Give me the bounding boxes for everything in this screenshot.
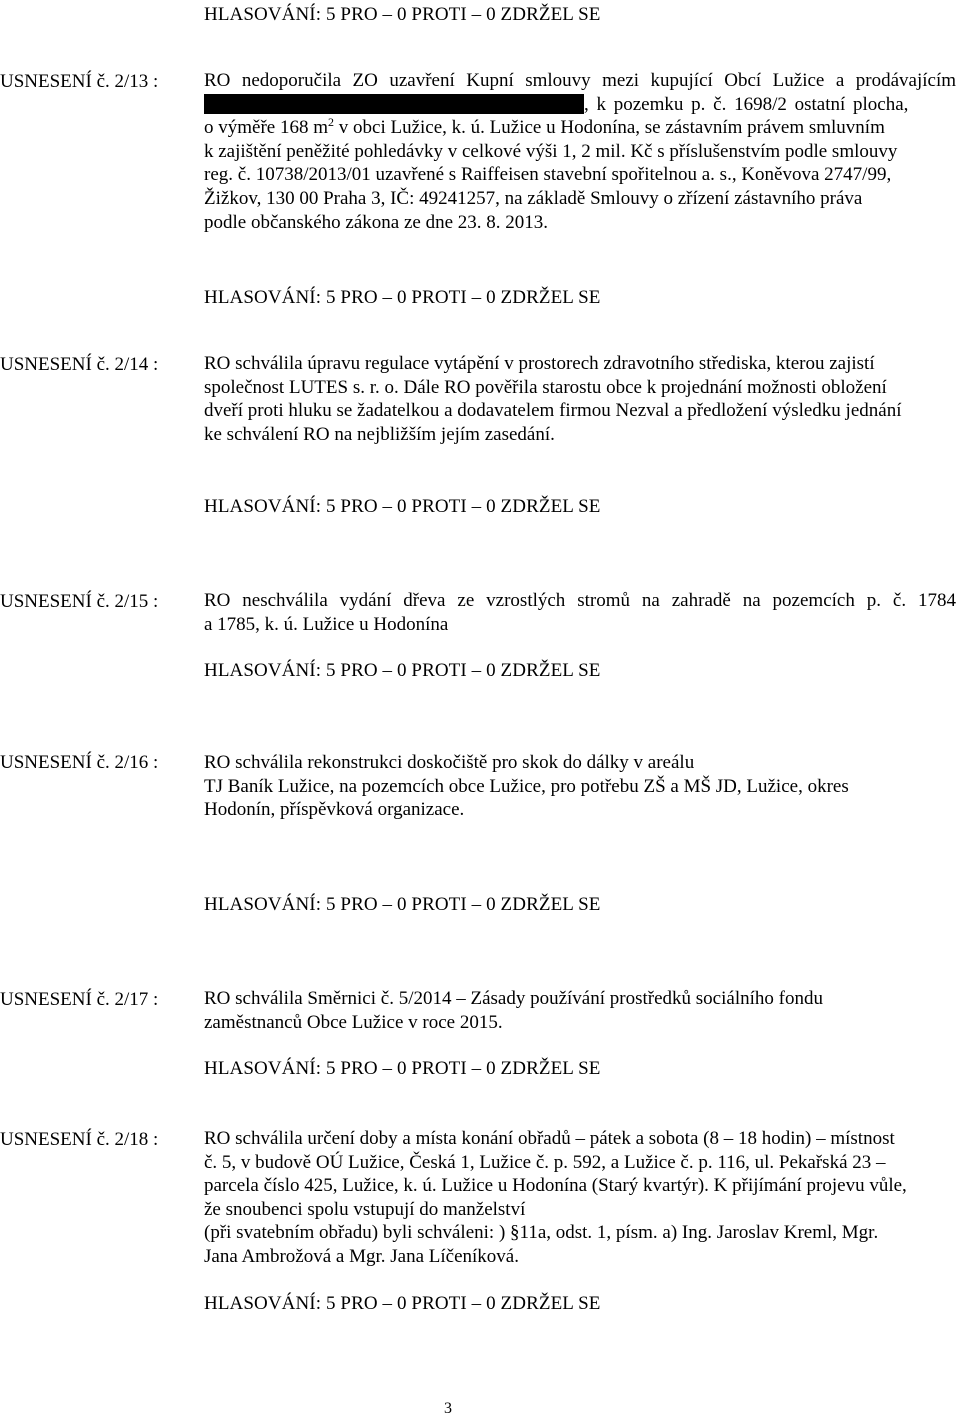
- vote-result-2-17: HLASOVÁNÍ: 5 PRO – 0 PROTI – 0 ZDRŽEL SE: [204, 1058, 601, 1079]
- resolution-line: že snoubenci spolu vstupují do manželství: [204, 1198, 526, 1220]
- resolution-text-2-16: [204, 751, 956, 822]
- resolution-label-2-18: USNESENÍ č. 2/18 :: [0, 1129, 159, 1150]
- resolution-line: TJ Baník Lužice, na pozemcích obce Lužice, pro potřebu ZŠ a MŠ JD, Lužice, okres: [204, 775, 849, 797]
- resolution-text-2-18: [204, 1127, 956, 1269]
- resolution-text-2-13: [204, 69, 956, 234]
- redaction-bar: [204, 94, 584, 114]
- resolution-label-2-16: USNESENÍ č. 2/16 :: [0, 752, 159, 773]
- resolution-line: RO schválila Směrnici č. 5/2014 – Zásady používání prostředků sociálního fondu: [204, 988, 823, 1009]
- resolution-line: podle občanského zákona ze dne 23. 8. 2013.: [204, 211, 549, 233]
- resolution-line: dveří proti hluku se žadatelkou a dodavatelem firmou Nezval a předložení výsledku jednání: [204, 400, 902, 422]
- resolution-line: společnost LUTES s. r. o. Dále RO pověřila starostu obce k projednání možnosti obložení: [204, 376, 887, 398]
- superscript: 2: [328, 115, 335, 130]
- resolution-line: parcela číslo 425, Lužice, k. ú. Lužice u Hodonína (Starý kvartýr). K přijímání projevu vůle,: [204, 1175, 907, 1197]
- resolution-line: o výměře 168 $m^2$ v obci Lužice, k. ú. Lužice u Hodonína, se zástavním právem smluvním: [204, 115, 885, 139]
- vote-result-2-16: HLASOVÁNÍ: 5 PRO – 0 PROTI – 0 ZDRŽEL SE: [204, 894, 601, 915]
- resolution-line: Jana Ambrožová a Mgr. Jana Líčeníková.: [204, 1245, 519, 1267]
- resolution-text-2-14: [204, 352, 956, 446]
- resolution-label-2-15: USNESENÍ č. 2/15 :: [0, 591, 159, 612]
- resolution-label-2-17: USNESENÍ č. 2/17 :: [0, 989, 159, 1010]
- resolution-line: , k pozemku p. č. 1698/2 ostatní plocha,: [204, 93, 956, 117]
- resolution-text-2-15: [204, 589, 956, 636]
- vote-result-2-15: HLASOVÁNÍ: 5 PRO – 0 PROTI – 0 ZDRŽEL SE: [204, 660, 601, 681]
- vote-result-2-14: HLASOVÁNÍ: 5 PRO – 0 PROTI – 0 ZDRŽEL SE: [204, 496, 601, 517]
- resolution-line: RO schválila určení doby a místa konání obřadů – pátek a sobota (8 – 18 hodin) – místnost: [204, 1128, 895, 1149]
- resolution-line: RO neschválila vydání dřeva ze vzrostlých stromů na zahradě na pozemcích p. č. 1784: [204, 590, 956, 611]
- resolution-line: (při svatebním obřadu) byli schváleni: ) §11a, odst. 1, písm. a) Ing. Jaroslav Kreml, Mgr.: [204, 1222, 879, 1244]
- resolution-label-2-13: USNESENÍ č. 2/13 :: [0, 71, 159, 92]
- vote-result-top: HLASOVÁNÍ: 5 PRO – 0 PROTI – 0 ZDRŽEL SE: [204, 4, 601, 25]
- resolution-label-2-14: USNESENÍ č. 2/14 :: [0, 354, 159, 375]
- vote-result-2-18: HLASOVÁNÍ: 5 PRO – 0 PROTI – 0 ZDRŽEL SE: [204, 1293, 601, 1314]
- resolution-line: a 1785, k. ú. Lužice u Hodonína: [204, 613, 449, 635]
- resolution-line: RO schválila rekonstrukci doskočiště pro skok do dálky v areálu: [204, 752, 695, 773]
- resolution-text-2-17: [204, 987, 956, 1034]
- resolution-line: RO nedoporučila ZO uzavření Kupní smlouvy mezi kupující Obcí Lužice a prodávajícím: [204, 70, 956, 91]
- resolution-line: reg. č. 10738/2013/01 uzavřené s Raiffeisen stavební spořitelnou a. s., Koněvova 2747/99,: [204, 164, 892, 186]
- resolution-line: RO schválila úpravu regulace vytápění v prostorech zdravotního střediska, kterou zajistí: [204, 353, 875, 374]
- page-number: 3: [444, 1400, 452, 1417]
- resolution-line: ke schválení RO na nejbližším jejím zasedání.: [204, 423, 555, 445]
- resolution-line: zaměstnanců Obce Lužice v roce 2015.: [204, 1011, 503, 1033]
- resolution-line: Žižkov, 130 00 Praha 3, IČ: 49241257, na základě Smlouvy o zřízení zástavního práva: [204, 187, 863, 209]
- resolution-line: č. 5, v budově OÚ Lužice, Česká 1, Lužice č. p. 592, a Lužice č. p. 116, ul. Pekařská 23 –: [204, 1151, 886, 1173]
- resolution-line: k zajištění peněžité pohledávky v celkové výši 1, 2 mil. Kč s příslušenstvím podle smlouvy: [204, 140, 898, 162]
- resolution-line: Hodonín, příspěvková organizace.: [204, 799, 465, 821]
- vote-result-2-13: HLASOVÁNÍ: 5 PRO – 0 PROTI – 0 ZDRŽEL SE: [204, 287, 601, 308]
